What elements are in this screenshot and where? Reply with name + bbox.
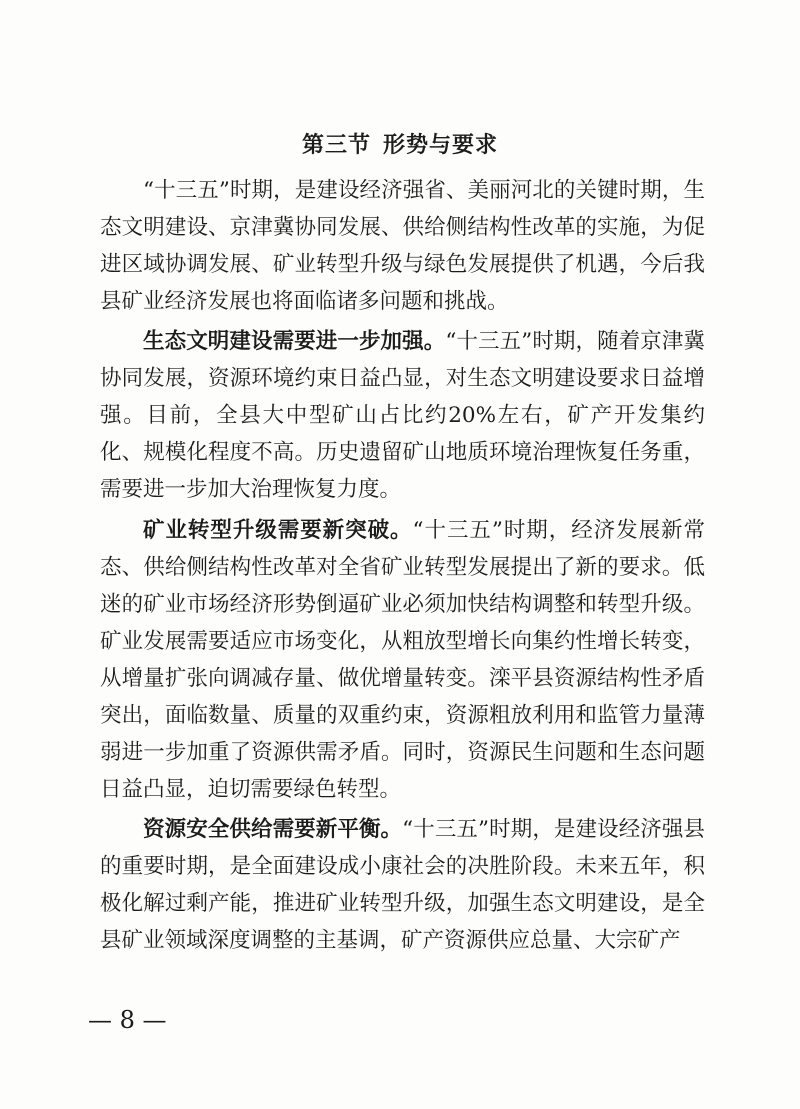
- paragraph-resource-supply: [100, 811, 705, 959]
- paragraph-lead: 生态文明建设需要进一步加强。: [143, 329, 446, 354]
- paragraph-ecology: [100, 323, 705, 508]
- paragraph-text: “十三五”时期，经济发展新常态、供给侧结构性改革对全省矿业转型发展提出了新的要求。低迷的矿业市场经济形势倒逼矿业必须加快结构调整和转型升级。矿业发展需要适应市场变化，从粗放型增长向集约性增长转变，从增量扩张向调减存量、做优增量转变。滦平县资源结构性矛盾突出，面临数量、质量的双重约束，资源粗放利用和监管力量薄弱进一步加重了资源供需矛盾。同时，资源民生问题和生态问题日益凸显，迫切需要绿色转型。: [100, 518, 705, 802]
- paragraph-intro: [100, 172, 705, 320]
- page-number: — 8 —: [88, 1006, 167, 1034]
- paragraph-text: “十三五”时期，随着京津冀协同发展，资源环境约束日益凸显，对生态文明建设要求日益增强。目前，全县大中型矿山占比约20%左右，矿产开发集约化、规模化程度不高。历史遗留矿山地质环境治理恢复任务重，需要进一步加大治理恢复力度。: [100, 329, 705, 502]
- section-heading: [0, 128, 800, 159]
- paragraph-mining-transition: [100, 512, 705, 808]
- paragraph-text: “十三五”时期，是建设经济强县的重要时期，是全面建设成小康社会的决胜阶段。未来五年，积极化解过剩产能，推进矿业转型升级，加强生态文明建设，是全县矿业领域深度调整的主基调，矿产资源供应总量、大宗矿产: [100, 817, 705, 953]
- paragraph-text: “十三五”时期，是建设经济强省、美丽河北的关键时期，生态文明建设、京津冀协同发展、供给侧结构性改革的实施，为促进区域协调发展、矿业转型升级与绿色发展提供了机遇，今后我县矿业经济发展也将面临诸多问题和挑战。: [100, 178, 705, 314]
- section-number: 第三节: [301, 133, 371, 158]
- section-title: 形势与要求: [383, 133, 499, 158]
- paragraph-lead: 矿业转型升级需要新突破。: [143, 518, 413, 543]
- paragraph-lead: 资源安全供给需要新平衡。: [143, 817, 403, 842]
